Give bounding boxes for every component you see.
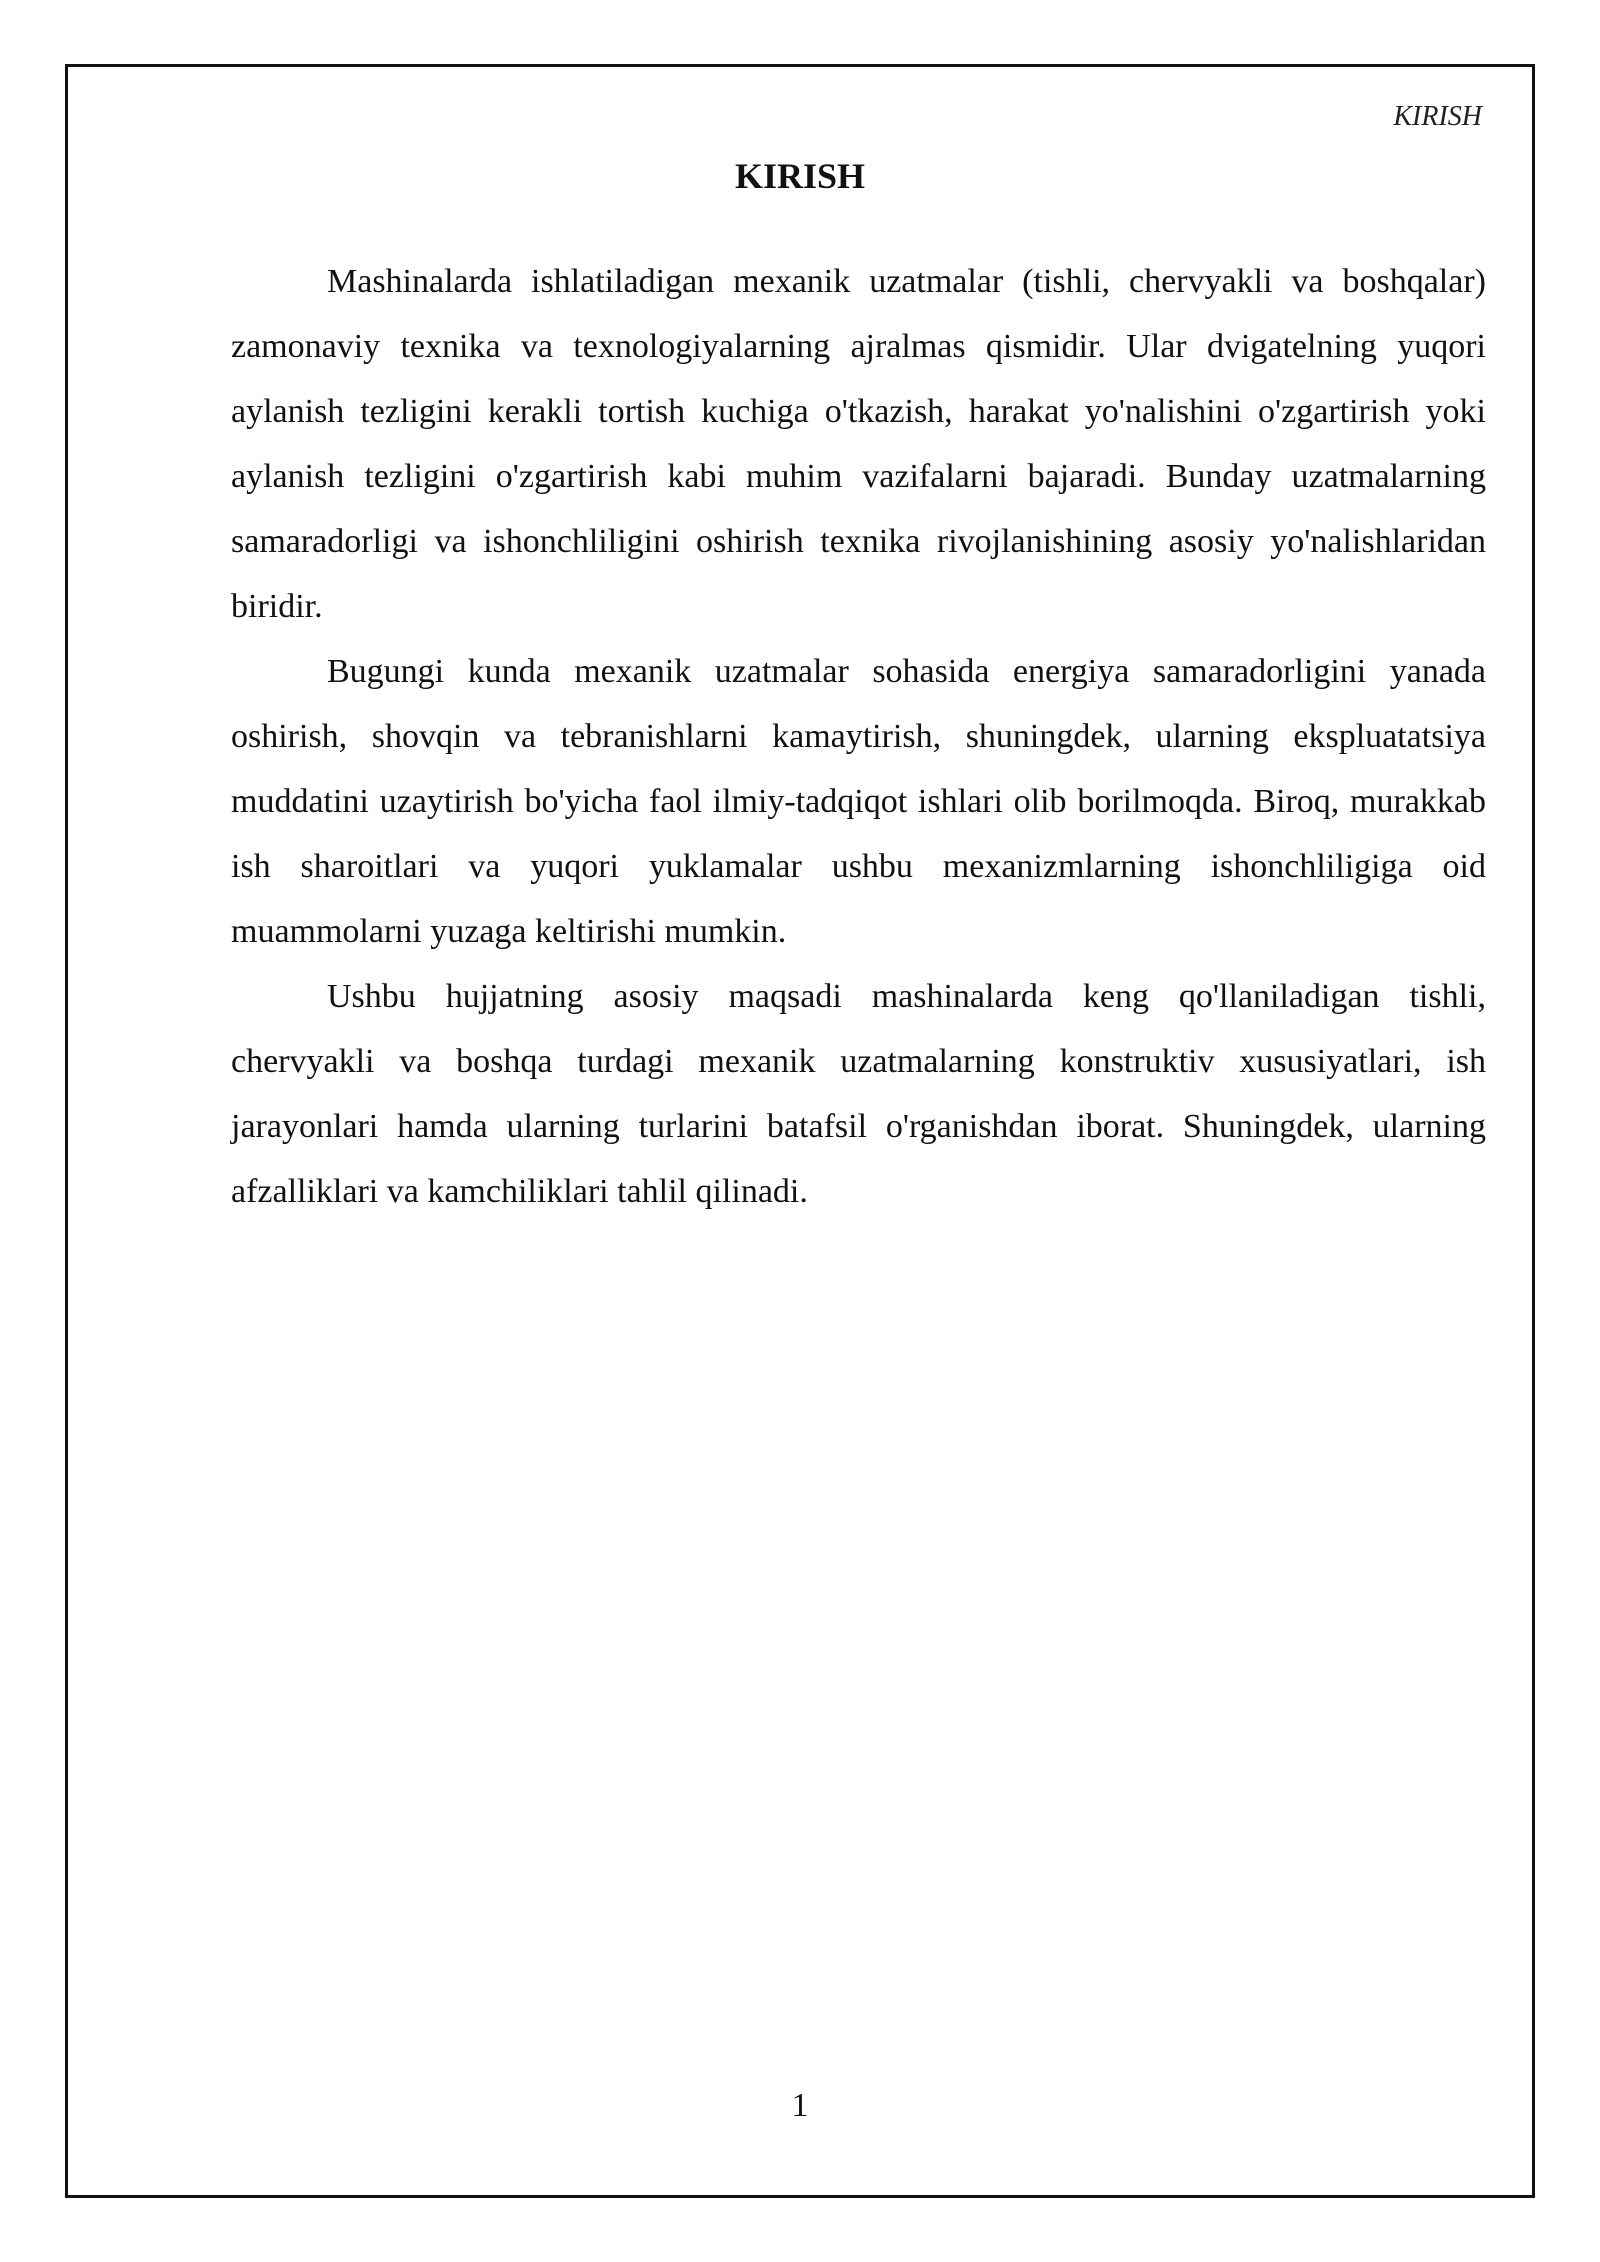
body-paragraph-1: Mashinalarda ishlatiladigan mexanik uzatmalar (tishli, chervyakli va boshqalar) zamonaviy texnika va texnologiyalarning ajralmas qismidir. Ular dvigatelning yuqori aylanish tezligini kerakli tortish kuchiga o'tkazish, harakat yo'nalishini o'zgartirish yoki aylanish tezligini o'zgartirish kabi muhim vazifalarni bajaradi. Bunday uzatmalarning samaradorligi va ishonchliligini oshirish texnika rivojlanishining asosiy yo'nalishlaridan biridir. [231,263,1486,625]
body-paragraph-3: Ushbu hujjatning asosiy maqsadi mashinalarda keng qo'llaniladigan tishli, chervyakli va boshqa turdagi mexanik uzatmalarning konstruktiv xususiyatlari, ish jarayonlari hamda ularning turlarini batafsil o'rganishdan iborat. Shuningdek, ularning afzalliklari va kamchiliklari tahlil qilinadi. [231,978,1486,1210]
page-frame [65,64,1535,2198]
running-header: KIRISH [1393,101,1482,132]
document-title: KIRISH [734,156,866,196]
document-body [231,249,1486,1224]
page-number: 1 [791,2087,809,2124]
body-paragraph-2: Bugungi kunda mexanik uzatmalar sohasida energiya samaradorligini yanada oshirish, shovqin va tebranishlarni kamaytirish, shuningdek, ularning ekspluatatsiya muddatini uzaytirish bo'yicha faol ilmiy-tadqiqot ishlari olib borilmoqda. Biroq, murakkab ish sharoitlari va yuqori yuklamalar ushbu mexanizmlarning ishonchliligiga oid muammolarni yuzaga keltirishi mumkin. [231,653,1486,950]
